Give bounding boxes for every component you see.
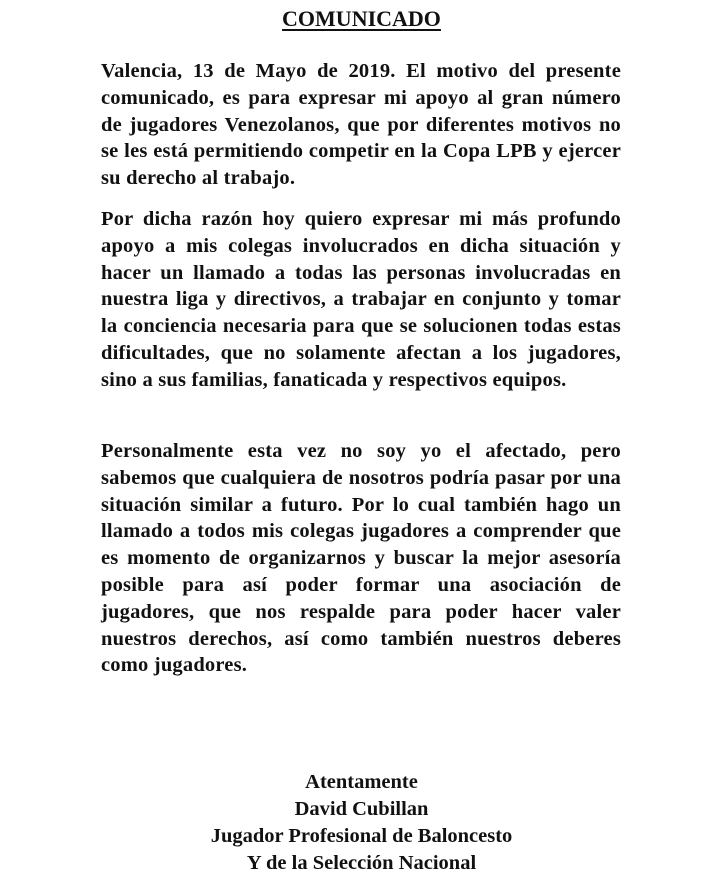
document-title-text: COMUNICADO [282,6,441,31]
signature-block [0,769,723,877]
signature-role: Jugador Profesional de Baloncesto [210,825,513,847]
signature-affiliation: Y de la Selección Nacional [246,852,477,874]
paragraph-1: Valencia, 13 de Mayo de 2019. El motivo del presente comunicado, es para expresar mi apoyo al gran número de jugadores Venezolanos, que por diferentes motivos no se les está permitiendo competir en la Copa LPB y ejercer su derecho al trabajo. [101,60,621,190]
document-title [0,6,723,32]
paragraph-2: Por dicha razón hoy quiero expresar mi más profundo apoyo a mis colegas involucrados en dicha situación y hacer un llamado a todas las personas involucradas en nuestra liga y directivos, a trabajar en conjunto y tomar la conciencia necesaria para que se solucionen todas estas dificultades, que no solamente afectan a los jugadores, sino a sus familias, fanaticada y respectivos equipos. [101,208,621,391]
paragraph-3: Personalmente esta vez no soy yo el afectado, pero sabemos que cualquiera de nosotros podría pasar por una situación similar a futuro. Por lo cual también hago un llamado a todos mis colegas jugadores a comprender que es momento de organizarnos y buscar la mejor asesoría posible para así poder formar una asociación de jugadores, que nos respalde para poder hacer valer nuestros derechos, así como también nuestros deberes como jugadores. [101,440,621,677]
signature-name: David Cubillan [294,798,429,820]
signature-closing: Atentamente [305,771,418,793]
